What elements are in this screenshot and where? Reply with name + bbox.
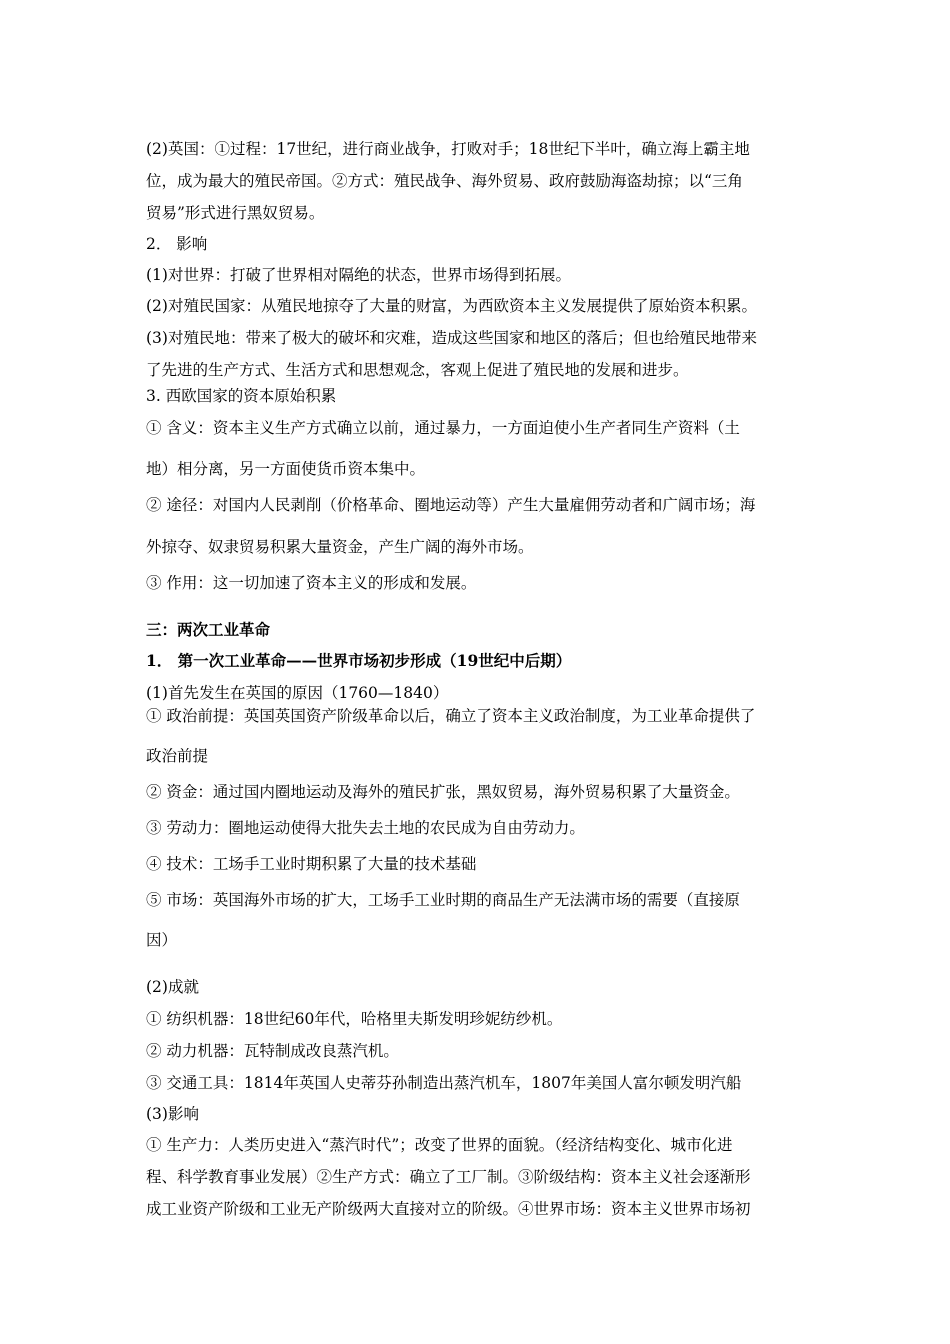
text-line: ③ 交通工具：1814年英国人史蒂芬孙制造出蒸汽机车，1807年美国人富尔顿发明汽船 [146, 1074, 742, 1092]
text-line: (1)首先发生在英国的原因（1760—1840） [146, 684, 449, 702]
text-line: ② 资金：通过国内圈地运动及海外的殖民扩张，黑奴贸易，海外贸易积累了大量资金。 [146, 783, 740, 801]
section-heading: (3)影响 [146, 1105, 199, 1123]
section-heading: (2)成就 [146, 978, 199, 996]
section-heading: 3. 西欧国家的资本原始积累 [146, 387, 337, 405]
text-line: 了先进的生产方式、生活方式和思想观念，客观上促进了殖民地的发展和进步。 [146, 361, 689, 379]
text-line: 地）相分离，另一方面使货币资本集中。 [146, 460, 426, 478]
text-line: 程、科学教育事业发展）②生产方式：确立了工厂制。③阶级结构：资本主义社会逐渐形 [146, 1168, 751, 1186]
text-line: ① 含义：资本主义生产方式确立以前，通过暴力，一方面迫使小生产者同生产资料（土 [146, 419, 740, 437]
text-line: ⑤ 市场：英国海外市场的扩大，工场手工业时期的商品生产无法满市场的需要（直接原 [146, 891, 740, 909]
text-line: 政治前提 [146, 747, 209, 765]
text-line: ③ 劳动力：圈地运动使得大批失去土地的农民成为自由劳动力。 [146, 819, 585, 837]
text-line: (1)对世界：打破了世界相对隔绝的状态，世界市场得到拓展。 [146, 266, 571, 284]
text-line: 外掠夺、奴隶贸易积累大量资金，产生广阔的海外市场。 [146, 538, 534, 556]
text-line: 因） [146, 931, 178, 949]
text-line: ② 动力机器：瓦特制成改良蒸汽机。 [146, 1042, 399, 1060]
text-line: (3)对殖民地：带来了极大的破坏和灾难，造成这些国家和地区的落后；但也给殖民地带来 [146, 329, 757, 347]
text-line: ① 纺织机器：18世纪60年代，哈格里夫斯发明珍妮纺纱机。 [146, 1010, 563, 1028]
text-line: (2)对殖民国家：从殖民地掠夺了大量的财富，为西欧资本主义发展提供了原始资本积累。 [146, 297, 757, 315]
text-line: ② 途径：对国内人民剥削（价格革命、圈地运动等）产生大量雇佣劳动者和广阔市场；海 [146, 496, 756, 514]
text-line: ① 政治前提：英国英国资产阶级革命以后，确立了资本主义政治制度，为工业革命提供了 [146, 707, 756, 725]
text-line: ③ 作用：这一切加速了资本主义的形成和发展。 [146, 574, 477, 592]
text-line: ① 生产力：人类历史进入“蒸汽时代”；改变了世界的面貌。（经济结构变化、城市化进 [146, 1136, 733, 1154]
text-line: 位，成为最大的殖民帝国。②方式：殖民战争、海外贸易、政府鼓励海盗劫掠；以“三角 [146, 172, 743, 190]
section-heading: 2． 影响 [146, 235, 208, 253]
text-line: 贸易”形式进行黑奴贸易。 [146, 204, 325, 222]
section-heading: 1． 第一次工业革命——世界市场初步形成（19世纪中后期） [146, 651, 572, 670]
chapter-heading: 三：两次工业革命 [146, 620, 271, 639]
text-line: (2)英国：①过程：17世纪，进行商业战争，打败对手；18世纪下半叶，确立海上霸主地 [146, 140, 750, 158]
text-line: 成工业资产阶级和工业无产阶级两大直接对立的阶级。④世界市场：资本主义世界市场初 [146, 1200, 751, 1218]
text-line: ④ 技术：工场手工业时期积累了大量的技术基础 [146, 855, 477, 873]
